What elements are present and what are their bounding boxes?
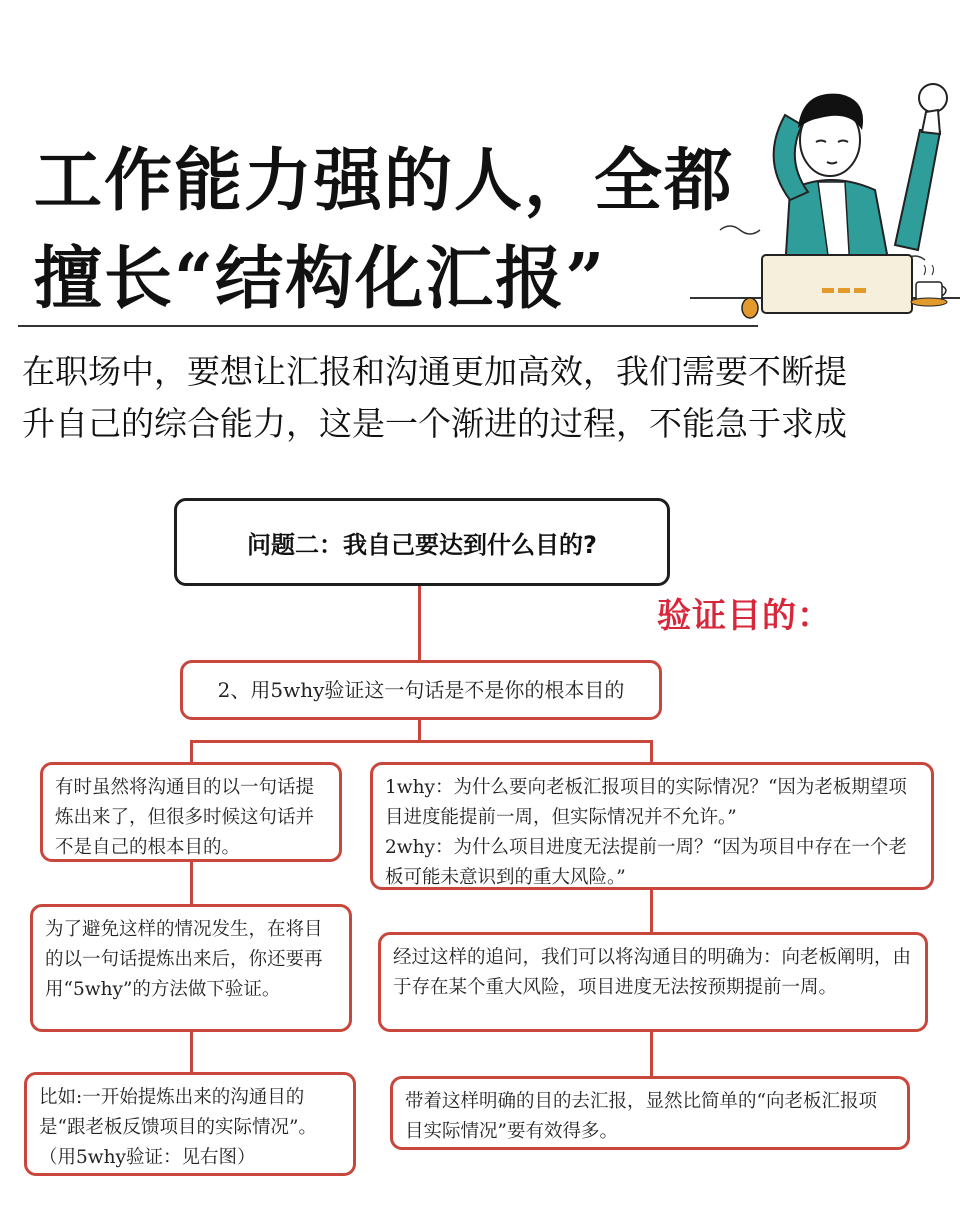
connector-question-to-step <box>418 580 421 660</box>
page-title <box>34 132 794 328</box>
title-divider <box>18 325 758 327</box>
verify-purpose-label: 验证目的： <box>657 596 832 636</box>
connector-left-2-3 <box>190 1032 193 1072</box>
connector-branch-horizontal <box>190 740 652 743</box>
right-box-2 <box>378 932 928 1032</box>
title-line-2: 擅长“结构化汇报” <box>34 239 607 319</box>
left-box-2-text: 为了避免这样的情况发生，在将目的以一句话提炼出来后，你还要再用“5why”的方法做下验证。 <box>45 919 323 1000</box>
left-box-3-text: 比如:一开始提炼出来的沟通目的是“跟老板反馈项目的实际情况”。（用5why验证：见右图） <box>39 1087 317 1168</box>
right-box-1 <box>370 762 934 890</box>
left-box-3 <box>24 1072 356 1176</box>
left-box-1-text: 有时虽然将沟通目的以一句话提炼出来了，但很多时候这句话并不是自己的根本目的。 <box>55 777 315 858</box>
right-box-1-why1: 1why：为什么要向老板汇报项目的实际情况？“因为老板期望项目进度能提前一周，但实际情况并不允许。” <box>385 777 907 828</box>
connector-branch-right <box>650 740 653 762</box>
intro-text <box>22 346 942 450</box>
right-box-1-why2: 2why：为什么项目进度无法提前一周？“因为项目中存在一个老板可能未意识到的重大风险。” <box>385 837 907 888</box>
step-5why-box <box>180 660 662 720</box>
left-box-1 <box>40 762 342 862</box>
person-at-laptop-illustration <box>690 70 960 330</box>
connector-step-down <box>418 720 421 742</box>
title-line-1: 工作能力强的人，全都 <box>34 141 735 221</box>
right-box-3-text: 带着这样明确的目的去汇报，显然比简单的“向老板汇报项目实际情况”要有效得多。 <box>405 1091 877 1142</box>
left-box-2 <box>30 904 352 1032</box>
intro-line-2: 升自己的综合能力，这是一个渐进的过程，不能急于求成 <box>22 404 847 443</box>
connector-right-2-3 <box>650 1032 653 1076</box>
question-text: 问题二：我自己要达到什么目的? <box>247 530 597 559</box>
connector-branch-left <box>190 740 193 762</box>
connector-right-1-2 <box>650 890 653 932</box>
right-box-2-text: 经过这样的追问，我们可以将沟通目的明确为：向老板阐明，由于存在某个重大风险，项目进度无法按预期提前一周。 <box>393 947 912 998</box>
intro-line-1: 在职场中，要想让汇报和沟通更加高效，我们需要不断提 <box>22 352 847 391</box>
step-text: 2、用5why验证这一句话是不是你的根本目的 <box>217 678 625 702</box>
right-box-3 <box>390 1076 910 1150</box>
question-box <box>174 498 670 586</box>
connector-left-1-2 <box>190 862 193 904</box>
